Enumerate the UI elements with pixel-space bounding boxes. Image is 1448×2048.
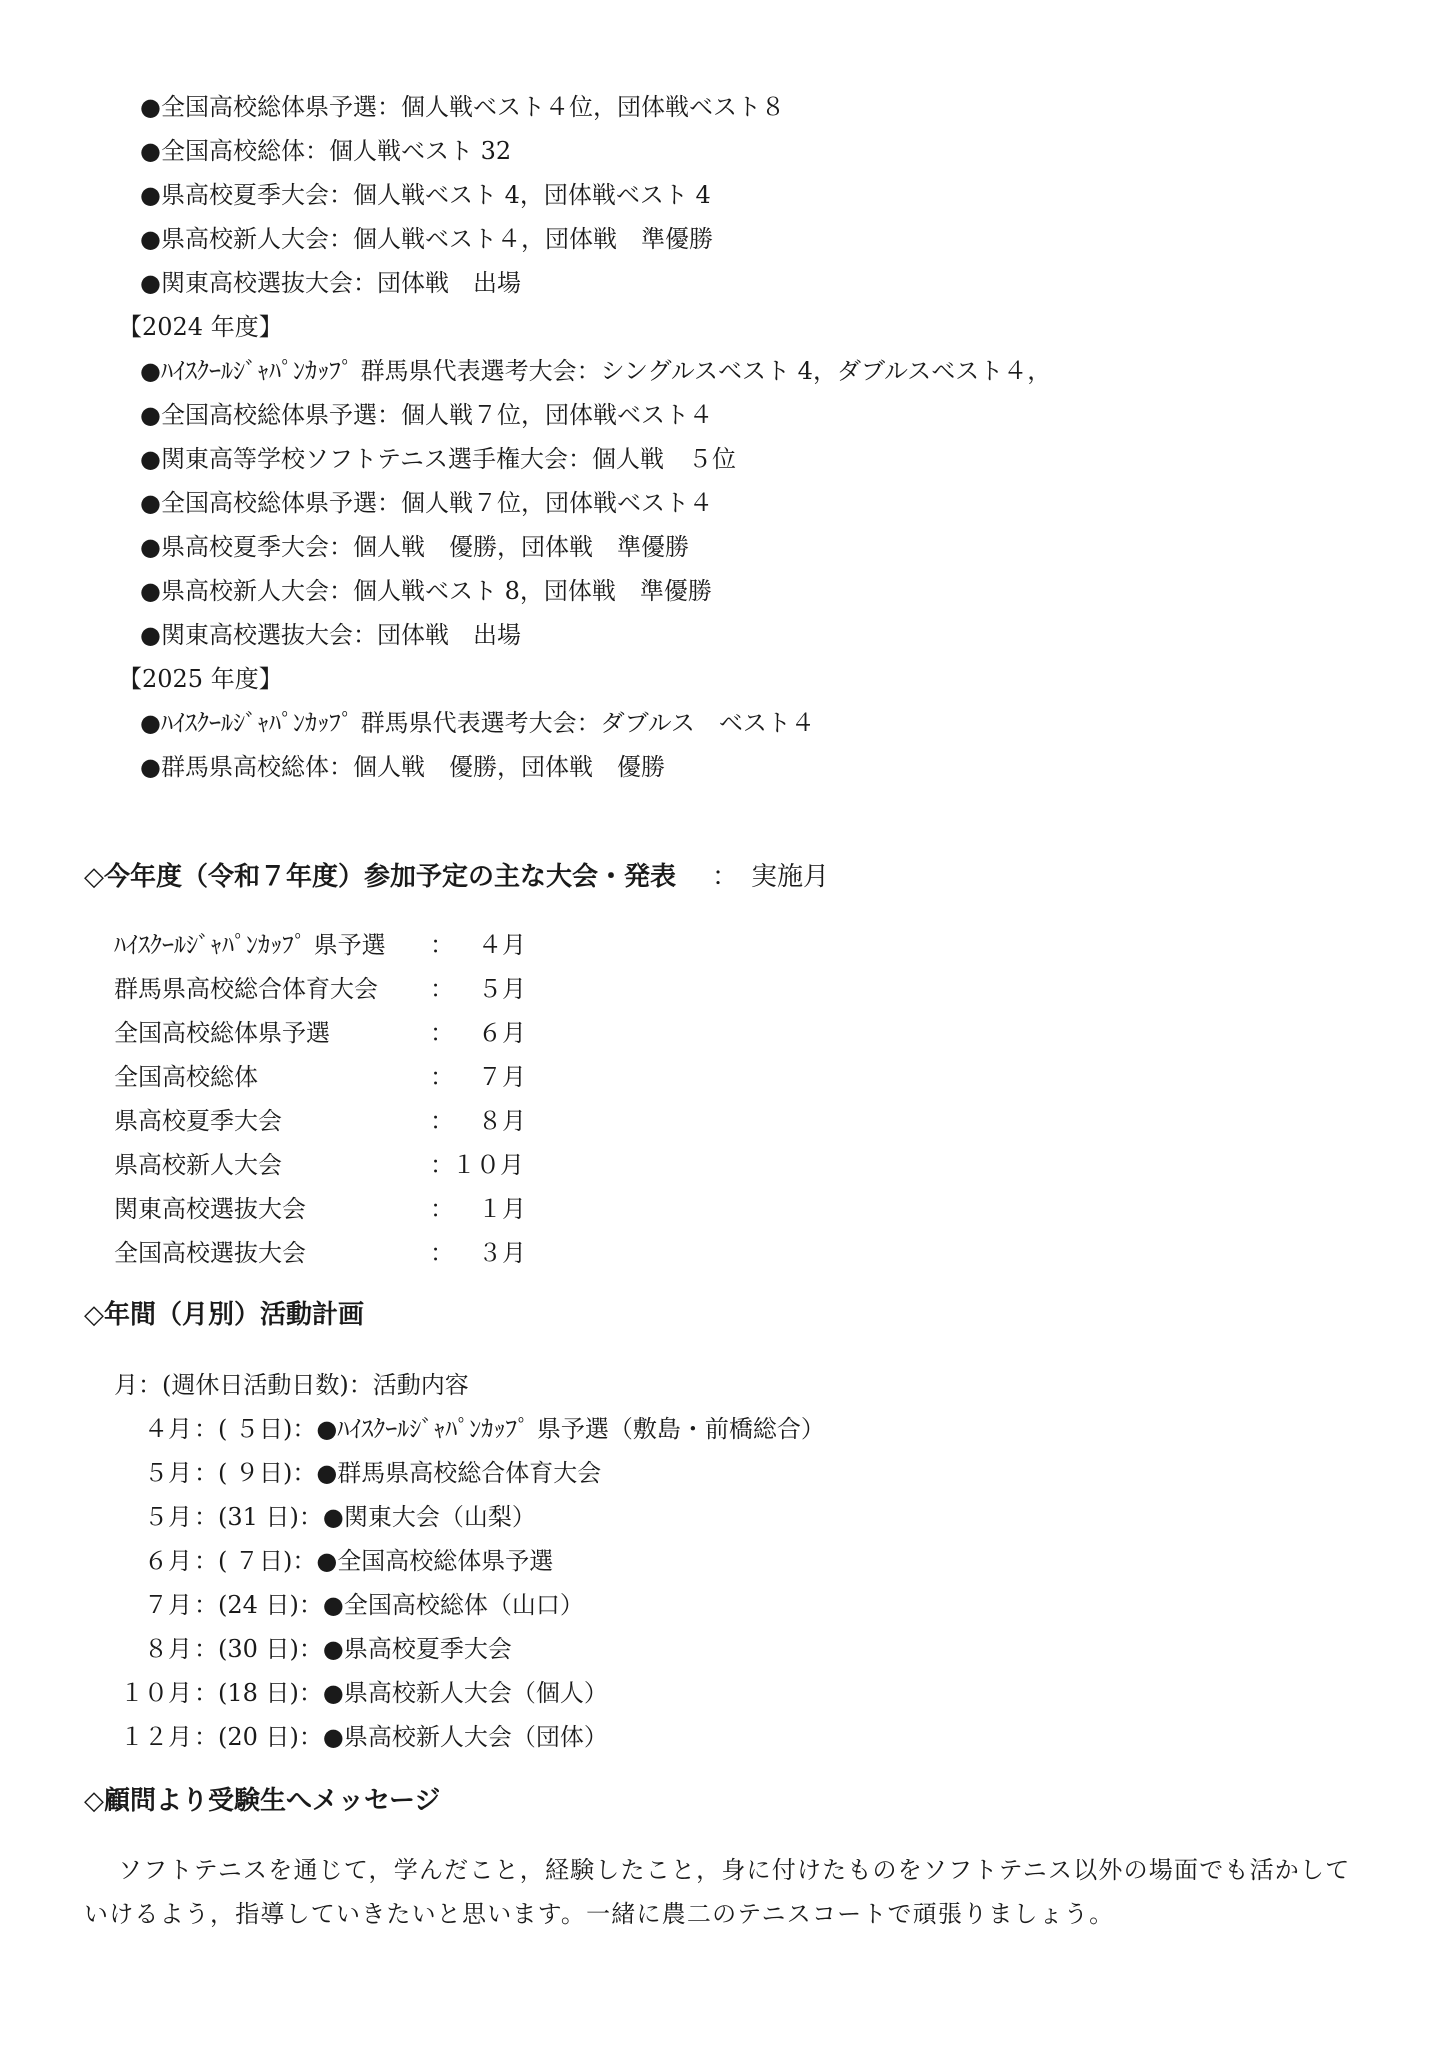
tournament-month: ７月 — [478, 1063, 526, 1091]
heading-text: ◇今年度（令和７年度）参加予定の主な大会・発表 — [84, 862, 676, 892]
section-heading-plan: ◇年間（月別）活動計画 — [84, 1300, 364, 1330]
result-item: ●全国高校総体：個人戦ベスト 32 — [140, 137, 512, 165]
plan-month: １０月 — [120, 1679, 192, 1707]
plan-row: ：(31 日)：●関東大会（山梨） — [194, 1503, 536, 1531]
tournament-name: ﾊｲｽｸｰﾙｼﾞｬﾊﾟﾝｶｯﾌﾟ 県予選 — [114, 931, 386, 959]
result-item: ●ﾊｲｽｸｰﾙｼﾞｬﾊﾟﾝｶｯﾌﾟ 群馬県代表選考大会：シングルスベスト 4，ダブルスベスト４， — [140, 357, 1052, 385]
result-item: ●全国高校総体県予選：個人戦７位，団体戦ベスト４ — [140, 401, 713, 429]
result-item: ●県高校新人大会：個人戦ベスト 8，団体戦 準優勝 — [140, 577, 712, 605]
tournament-name: 県高校新人大会 — [114, 1151, 282, 1179]
result-item: ●全国高校総体県予選：個人戦７位，団体戦ベスト４ — [140, 489, 713, 517]
result-item: ●全国高校総体県予選：個人戦ベスト４位，団体戦ベスト８ — [140, 93, 785, 121]
result-item: ●関東高校選抜大会：団体戦 出場 — [140, 621, 521, 649]
tournament-month: １月 — [478, 1195, 526, 1223]
section-heading-message: ◇顧問より受験生へメッセージ — [84, 1786, 441, 1816]
tournament-colon: ： — [430, 931, 454, 959]
result-item: ●県高校新人大会：個人戦ベスト４，団体戦 準優勝 — [140, 225, 713, 253]
plan-month: ５月 — [144, 1503, 192, 1531]
result-item: ●関東高校選抜大会：団体戦 出場 — [140, 269, 521, 297]
tournament-name: 全国高校総体県予選 — [114, 1019, 330, 1047]
plan-row: ：(24 日)：●全国高校総体（山口） — [194, 1591, 584, 1619]
plan-row: ：(18 日)：●県高校新人大会（個人） — [194, 1679, 608, 1707]
tournament-name: 全国高校総体 — [114, 1063, 258, 1091]
year-label-2024: 【2024 年度】 — [118, 313, 283, 341]
tournament-colon: ： — [430, 1063, 454, 1091]
result-item: ●県高校夏季大会：個人戦ベスト 4，団体戦ベスト 4 — [140, 181, 711, 209]
plan-row: ：( ７日)：●全国高校総体県予選 — [194, 1547, 554, 1575]
plan-row: ：(30 日)：●県高校夏季大会 — [194, 1635, 512, 1663]
plan-row: ：( ５日)：●ﾊｲｽｸｰﾙｼﾞｬﾊﾟﾝｶｯﾌﾟ 県予選（敷島・前橋総合） — [194, 1415, 825, 1443]
tournament-colon: ： — [430, 1195, 454, 1223]
tournament-name: 県高校夏季大会 — [114, 1107, 282, 1135]
tournament-month: ５月 — [478, 975, 526, 1003]
plan-column-header: 月：(週休日活動日数)：活動内容 — [114, 1371, 469, 1399]
tournament-month: ４月 — [478, 931, 526, 959]
year-label-2025: 【2025 年度】 — [118, 665, 283, 693]
plan-month: ４月 — [144, 1415, 192, 1443]
result-item: ●関東高等学校ソフトテニス選手権大会：個人戦 ５位 — [140, 445, 736, 473]
tournament-month: ３月 — [478, 1239, 526, 1267]
heading-suffix: ： 実施月 — [712, 862, 830, 892]
tournament-colon: ： — [430, 1239, 454, 1267]
tournament-colon: ： — [430, 1019, 454, 1047]
tournament-name: 群馬県高校総合体育大会 — [114, 975, 378, 1003]
tournament-colon: ： — [430, 975, 454, 1003]
tournament-name: 関東高校選抜大会 — [114, 1195, 306, 1223]
plan-row: ：( ９日)：●群馬県高校総合体育大会 — [194, 1459, 602, 1487]
tournament-name: 全国高校選抜大会 — [114, 1239, 306, 1267]
tournament-month: １０月 — [452, 1151, 524, 1179]
message-body: ソフトテニスを通じて，学んだこと，経験したこと，身に付けたものをソフトテニス以外の場面でも活かしていけるよう，指導していきたいと思います。一緒に農二のテニスコートで頑張りましょう。 — [84, 1856, 1351, 1928]
result-item: ●群馬県高校総体：個人戦 優勝，団体戦 優勝 — [140, 753, 665, 781]
result-item: ●県高校夏季大会：個人戦 優勝，団体戦 準優勝 — [140, 533, 689, 561]
plan-month: ５月 — [144, 1459, 192, 1487]
result-item: ●ﾊｲｽｸｰﾙｼﾞｬﾊﾟﾝｶｯﾌﾟ 群馬県代表選考大会：ダブルス ベスト４ — [140, 709, 815, 737]
plan-month: ８月 — [144, 1635, 192, 1663]
tournament-month: ８月 — [478, 1107, 526, 1135]
tournament-colon: ： — [430, 1107, 454, 1135]
plan-month: ７月 — [144, 1591, 192, 1619]
section-heading-tournaments — [84, 862, 829, 892]
tournament-month: ６月 — [478, 1019, 526, 1047]
plan-month: １２月 — [120, 1723, 192, 1751]
plan-month: ６月 — [144, 1547, 192, 1575]
plan-row: ：(20 日)：●県高校新人大会（団体） — [194, 1723, 608, 1751]
tournament-colon: ： — [430, 1151, 454, 1179]
